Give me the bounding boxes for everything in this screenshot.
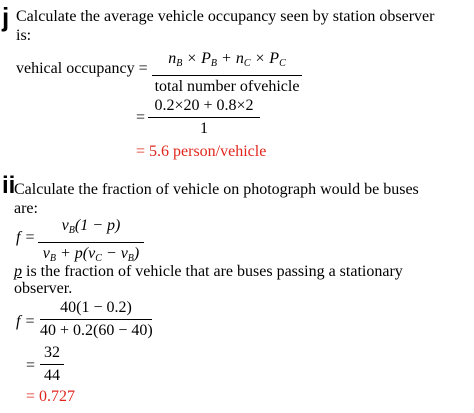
occupancy-substitution [148,97,260,138]
equals-sign: = [136,109,146,126]
part-ii-heading-line1: Calculate the fraction of vehicle on photograph would be buses [14,181,419,198]
fraction-simplified [40,344,64,385]
fraction-result: = 0.727 [26,388,76,405]
occupancy-result: = 5.6 person/vehicle [136,143,267,160]
fraction-substitution-numerator: 40(1 − 0.2) [60,299,132,316]
equals-sign-2: = [26,357,36,374]
occupancy-formula [152,50,302,96]
fraction-formula [38,217,144,268]
fraction-formula-numerator: $v_B(1 - p)$ [61,217,121,236]
part-i-marker: j [2,2,10,32]
part-ii-marker: ii [2,172,16,199]
fraction-substitution-denominator: 40 + 0.2(60 − 40) [40,322,153,339]
occupancy-formula-denominator: total number ofvehicle [154,78,300,95]
fraction-formula-denominator: $v_B + p(v_C - v_B)$ [42,245,140,264]
f-equals: f = [16,229,36,246]
substitution-numerator: 0.2×20 + 0.8×2 [154,97,254,114]
occupancy-formula-numerator: $n_B \times P_B + n_C \times P_C$ [168,50,286,69]
f-equals-2: f = [16,313,36,330]
p-definition-line2: observer. [14,280,73,297]
p-definition-line1: p is the fraction of vehicle that are buses passing a stationary [14,263,403,280]
simplified-numerator: 32 [44,344,60,361]
part-i-heading-line1: Calculate the average vehicle occupancy seen by station observer [16,8,435,25]
substitution-denominator: 1 [200,120,208,137]
fraction-substitution [40,299,152,340]
p-variable: p [14,263,22,280]
simplified-denominator: 44 [44,367,60,384]
vehicle-occupancy-label: vehical occupancy = [16,60,148,77]
part-ii-heading-line2: are: [14,200,38,217]
part-i-heading-line2: is: [16,27,32,44]
